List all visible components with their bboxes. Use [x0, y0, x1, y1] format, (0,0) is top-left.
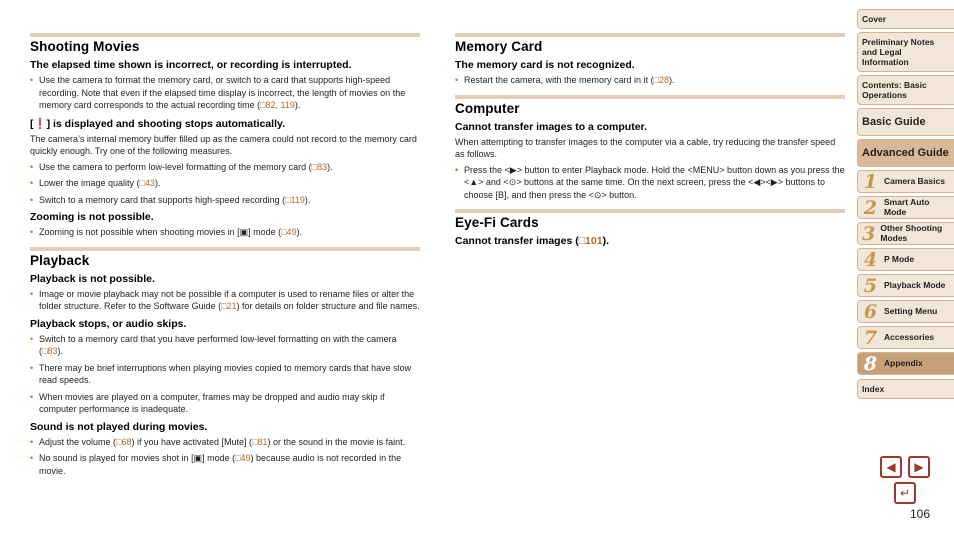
paragraph: The camera’s internal memory buffer filled up as the camera could not record to the memory card quickly enough. Try one of the following measures. — [30, 133, 417, 156]
subheading: The memory card is not recognized. — [455, 59, 635, 71]
return-arrow-icon: ↵ — [899, 486, 911, 500]
page-ref-link[interactable]: □83 — [311, 161, 328, 172]
section-title-shooting-movies: Shooting Movies — [30, 39, 140, 54]
list-item: • Use the camera to perform low-level formatting of the memory card (□83). — [30, 161, 420, 174]
page-ref-link[interactable]: □83 — [42, 346, 58, 356]
section-bar — [455, 209, 845, 213]
prev-page-button[interactable] — [880, 456, 902, 478]
list-item: • When movies are played on a computer, frames may be dropped and audio may skip if computer performance is inadequate. — [30, 391, 420, 416]
sidebar-chapter-1[interactable]: 1 Camera Basics — [857, 170, 954, 193]
list-item: • Restart the camera, with the memory card in it (□28). — [455, 74, 845, 87]
page-ref-link[interactable]: □119 — [285, 194, 305, 205]
list-item: • Adjust the volume (□68) if you have activated [Mute] (□81) or the sound in the movie is faint. — [30, 436, 420, 449]
middle-column — [455, 33, 845, 250]
left-column — [30, 33, 420, 481]
list-item: • Switch to a memory card that you have performed low-level formatting on with the camera (□83). — [30, 333, 420, 358]
page-number: 106 — [910, 507, 931, 521]
sidebar-item-advanced-guide[interactable]: Advanced Guide — [857, 139, 954, 167]
list-item: • No sound is played for movies shot in [▣] mode (□49) because audio is not recorded in the movie. — [30, 452, 420, 477]
list-item: • There may be brief interruptions when playing movies copied to memory cards that have slow read speeds. — [30, 362, 420, 387]
sidebar-item-basic-guide[interactable]: Basic Guide — [857, 108, 954, 136]
list-item: • Use the camera to format the memory card, or switch to a card that supports high-speed recording. Note that even if the elapsed time display is incorrect, the length of movies on the memory card corresponds to the actual recording time (□82, 119). — [30, 74, 420, 112]
page-ref-link[interactable]: □82, 119 — [260, 100, 295, 110]
right-arrow-icon: ▶ — [914, 460, 924, 474]
sidebar-chapter-8[interactable]: 8 Appendix — [857, 352, 954, 375]
paragraph: When attempting to transfer images to the computer via a cable, try reducing the transfer speed as follows. — [455, 136, 836, 159]
subheading: Cannot transfer images to a computer. — [455, 120, 647, 133]
page-ref-link[interactable]: □49 — [235, 453, 251, 463]
sidebar-chapter-4[interactable]: 4 P Mode — [857, 248, 954, 271]
list-item: • Press the <▶> button to enter Playback mode. Hold the <MENU> button down as you press the <▲> and <⊙> buttons at the same time. On the next screen, press the <◀><▶> buttons to choose [B], and then press the <⊙> button. — [455, 164, 845, 202]
page-ref-link[interactable]: □81 — [252, 436, 268, 447]
list-item: • Image or movie playback may not be possible if a computer is used to rename files or alter the folder structure. Refer to the Software Guide (□21) for details on folder structure and file names. — [30, 288, 420, 313]
sidebar-item-prelim[interactable]: Preliminary Notes and Legal Information — [857, 32, 954, 72]
section-bar — [455, 95, 845, 99]
section-title-computer: Computer — [455, 100, 520, 116]
left-arrow-icon: ◀ — [886, 460, 896, 474]
return-button[interactable] — [894, 482, 916, 504]
subheading: Playback is not possible. — [30, 272, 155, 285]
sidebar-item-contents[interactable]: Contents: Basic Operations — [857, 75, 954, 105]
page-ref-link[interactable]: □28 — [653, 75, 670, 85]
sidebar-chapter-5[interactable]: 5 Playback Mode — [857, 274, 954, 297]
page-ref-link[interactable]: □68 — [116, 436, 132, 447]
sidebar-item-cover[interactable]: Cover — [857, 9, 954, 29]
list-item: • Zooming is not possible when shooting movies in [▣] mode (□49). — [30, 226, 420, 239]
next-page-button[interactable] — [908, 456, 930, 478]
page-ref-link[interactable]: □43 — [139, 178, 156, 188]
sidebar-nav — [857, 9, 954, 402]
subheading: Cannot transfer images (□101). — [455, 235, 609, 247]
sidebar-item-index[interactable]: Index — [857, 379, 954, 399]
section-bar — [455, 33, 845, 37]
list-item: • Switch to a memory card that supports high-speed recording (□119). — [30, 194, 420, 207]
page-ref-link[interactable]: □49 — [281, 227, 297, 237]
section-bar — [30, 247, 420, 251]
subheading: Sound is not played during movies. — [30, 420, 208, 433]
section-bar — [30, 33, 420, 37]
subheading: The elapsed time shown is incorrect, or recording is interrupted. — [30, 59, 352, 71]
sidebar-chapter-7[interactable]: 7 Accessories — [857, 326, 954, 349]
page-ref-link[interactable]: □21 — [221, 301, 237, 311]
list-item: • Lower the image quality (□43). — [30, 177, 420, 190]
sidebar-chapter-6[interactable]: 6 Setting Menu — [857, 300, 954, 323]
section-title-playback: Playback — [30, 252, 90, 268]
subheading: Zooming is not possible. — [30, 211, 154, 223]
subheading: [❗] is displayed and shooting stops automatically. — [30, 117, 285, 130]
section-title-eyefi: Eye-Fi Cards — [455, 215, 539, 230]
sidebar-chapter-2[interactable]: 2 Smart Auto Mode — [857, 196, 954, 219]
section-title-memory-card: Memory Card — [455, 39, 543, 54]
subheading: Playback stops, or audio skips. — [30, 317, 187, 330]
sidebar-chapter-3[interactable]: 3 Other Shooting Modes — [857, 222, 954, 245]
page-ref-link[interactable]: □101 — [578, 235, 603, 247]
